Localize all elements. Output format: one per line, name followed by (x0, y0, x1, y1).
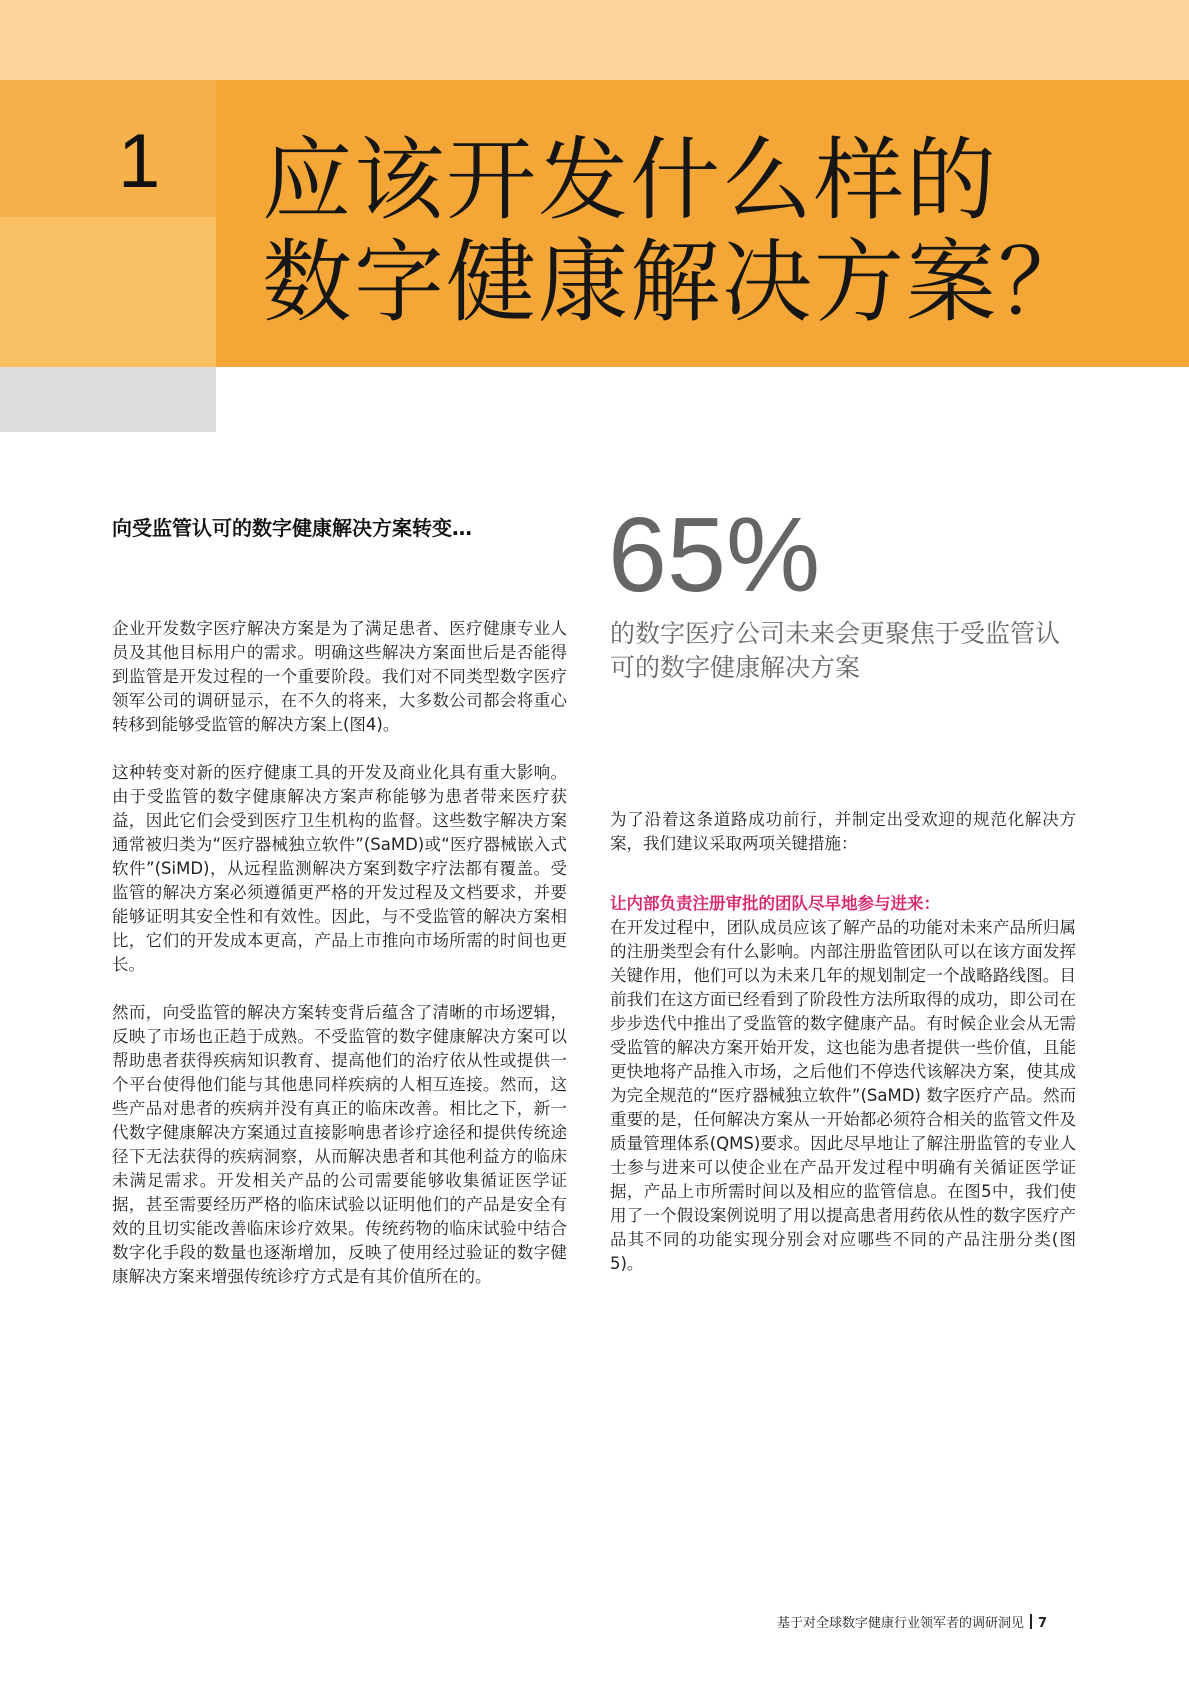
paragraph: 然而，向受监管的解决方案转变背后蕴含了清晰的市场逻辑，反映了市场也正趋于成熟。不受监管的数字健康解决方案可以帮助患者获得疾病知识教育、提高他们的治疗依从性或提供一个平台使得他们能与其他患同样疾病的人相互连接。然而，这些产品对患者的疾病并没有真正的临床改善。相比之下，新一代数字健康解决方案通过直接影响患者诊疗途径和提供传统途径下无法获得的疾病洞察，从而解决患者和其他利益方的临床未满足需求。开发相关产品的公司需要能够收集循证医学证据，甚至需要经历严格的临床试验以证明他们的产品是安全有效的且切实能改善临床诊疗效果。传统药物的临床试验中结合数字化手段的数量也逐渐增加，反映了使用经过验证的数字健康解决方案来增强传统诊疗方式是有其价值所在的。 (112, 1003, 567, 1286)
left-column (112, 512, 567, 1313)
section-heading: 向受监管认可的数字健康解决方案转变… (112, 516, 472, 540)
recommendation-heading: 让内部负责注册审批的团队尽早地参与进来： (610, 894, 940, 913)
right-column (610, 808, 1076, 1312)
chapter-number: 1 (118, 119, 161, 204)
stat-value: 65% (608, 496, 821, 614)
chapter-title-line1: 应该开发什么样的 (262, 128, 998, 233)
chapter-title (262, 130, 1162, 334)
paragraph: 企业开发数字医疗解决方案是为了满足患者、医疗健康专业人员及其他目标用户的需求。明确这些解决方案面世后是否能得到监管是开发过程的一个重要阶段。我们对不同类型数字医疗领军公司的调研显示，在不久的将来，大多数公司都会将重心转移到能够受监管的解决方案上(图4)。 (112, 619, 567, 734)
chapter-title-line2: 数字健康解决方案？ (262, 230, 1090, 335)
footer-text: 基于对全球数字健康行业领军者的调研洞见 (776, 1616, 1024, 1631)
header-block-grey (0, 367, 216, 432)
header-band-light (0, 0, 1189, 80)
paragraph: 这种转变对新的医疗健康工具的开发及商业化具有重大影响。由于受监管的数字健康解决方案声称能够为患者带来医疗获益，因此它们会受到医疗卫生机构的监督。这些数字解决方案通常被归类为“医疗器械独立软件”(SaMD)或“医疗器械嵌入式软件”(SiMD)，从远程监测解决方案到数字疗法都有覆盖。受监管的解决方案必须遵循更严格的开发过程及文档要求，并要能够证明其安全性和有效性。因此，与不受监管的解决方案相比，它们的开发成本更高，产品上市推向市场所需的时间也更长。 (112, 763, 567, 974)
page-footer (777, 1612, 1047, 1631)
footer-divider (1030, 1614, 1032, 1629)
intro-paragraph: 为了沿着这条道路成功前行，并制定出受欢迎的规范化解决方案，我们建议采取两项关键措施： (610, 810, 1076, 853)
page-number: 7 (1037, 1616, 1047, 1631)
header-block-left (0, 80, 216, 217)
stat-caption: 的数字医疗公司未来会更聚焦于受监管认可的数字健康解决方案 (610, 619, 1061, 682)
recommendation-body: 在开发过程中，团队成员应该了解产品的功能对未来产品所归属的注册类型会有什么影响。内部注册监管团队可以在该方面发挥关键作用，他们可以为未来几年的规划制定一个战略路线图。目前我们在这方面已经看到了阶段性方法所取得的成功，即公司在步步迭代中推出了受监管的数字健康产品。有时候企业会从无需受监管的解决方案开始开发，这也能为患者提供一些价值，且能更快地将产品推入市场，之后他们不停迭代该解决方案，使其成为完全规范的“医疗器械独立软件”(SaMD) 数字医疗产品。然而重要的是，任何解决方案从一开始都必须符合相关的监管文件及质量管理体系(QMS)要求。因此尽早地让了解注册监管的专业人士参与进来可以使企业在产品开发过程中明确有关循证医学证据，产品上市所需时间以及相应的监管信息。在图5中，我们使用了一个假设案例说明了用以提高患者用药依从性的数字医疗产品其不同的功能实现分别会对应哪些不同的产品注册分类(图5)。 (610, 918, 1076, 1273)
header-block-left-lower (0, 217, 216, 367)
